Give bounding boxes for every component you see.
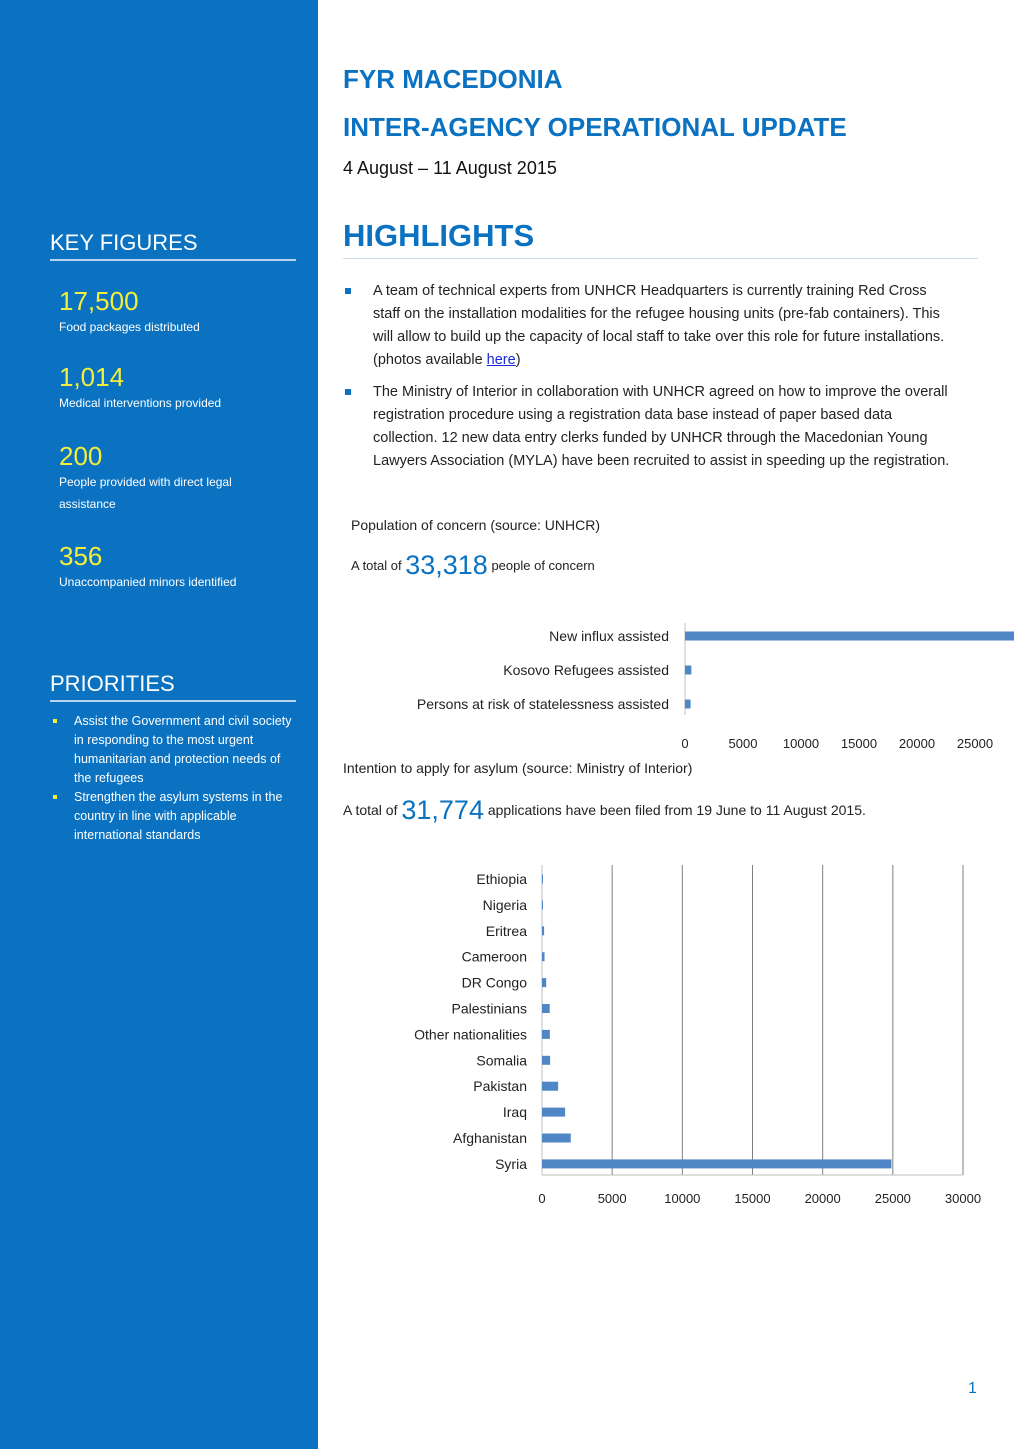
bar-persons-at-risk-of-statelessness-assisted xyxy=(685,700,691,709)
x-tick-label: 15000 xyxy=(734,1191,771,1206)
highlight-item xyxy=(343,381,955,473)
category-label-afghanistan: Afghanistan xyxy=(453,1130,527,1146)
category-label-ethiopia: Ethiopia xyxy=(476,871,527,887)
key-figure-minors xyxy=(59,541,289,593)
bar-syria xyxy=(542,1159,891,1168)
asylum-nationality-bar-chart xyxy=(318,860,1024,1220)
x-tick-label: 10000 xyxy=(664,1191,701,1206)
category-label-new-influx-assisted: New influx assisted xyxy=(549,628,669,644)
asylum-total-line xyxy=(343,795,866,826)
x-tick-label: 0 xyxy=(681,736,689,751)
population-total-prefix: A total of xyxy=(351,558,402,573)
key-figure-label: Medical interventions provided xyxy=(59,396,222,410)
highlight-text: A team of technical experts from UNHCR Headquarters is currently training Red Cross staff on the installation modalities for the refugee housing units (pre-fab containers). This will allow to build up the capacity of local staff to take over this role for future installations. (photos available xyxy=(373,283,945,368)
highlight-item xyxy=(343,280,955,372)
key-figure-label: Food packages distributed xyxy=(59,320,200,334)
x-tick-label: 0 xyxy=(538,1191,546,1206)
highlights-list xyxy=(343,280,955,482)
population-caption: Population of concern (source: UNHCR) xyxy=(351,517,600,533)
bar-dr-congo xyxy=(542,978,546,987)
asylum-total-suffix: applications have been filed from 19 June to 11 August 2015. xyxy=(487,802,866,818)
key-figure-value: 356 xyxy=(59,541,103,571)
priorities-heading: PRIORITIES xyxy=(50,671,296,702)
category-label-persons-at-risk-of-statelessness-assisted: Persons at risk of statelessness assisted xyxy=(416,696,669,712)
bar-nigeria xyxy=(542,900,543,909)
category-label-kosovo-refugees-assisted: Kosovo Refugees assisted xyxy=(503,662,669,678)
highlights-heading: HIGHLIGHTS xyxy=(343,218,978,259)
category-label-dr-congo: DR Congo xyxy=(461,974,527,991)
highlight-tail: ) xyxy=(515,352,521,368)
sidebar xyxy=(0,0,318,1449)
x-tick-label: 25000 xyxy=(956,736,994,751)
population-total-value: 33,318 xyxy=(405,550,488,580)
bar-somalia xyxy=(542,1056,550,1065)
key-figure-label: People provided with direct legal assistance xyxy=(59,475,232,511)
country-title: FYR MACEDONIA xyxy=(343,64,563,94)
bar-cameroon xyxy=(542,952,545,961)
key-figure-label: Unaccompanied minors identified xyxy=(59,575,237,589)
bar-palestinians xyxy=(542,1004,550,1013)
photos-link[interactable]: here xyxy=(486,352,516,368)
bar-pakistan xyxy=(542,1082,558,1091)
report-period: 4 August – 11 August 2015 xyxy=(343,158,557,178)
x-tick-label: 20000 xyxy=(898,736,936,751)
bar-new-influx-assisted xyxy=(685,632,1014,641)
population-bar-chart xyxy=(318,615,1024,755)
key-figure-legal xyxy=(59,441,289,515)
key-figure-value: 17,500 xyxy=(59,286,139,316)
population-total-line xyxy=(351,550,595,581)
category-label-pakistan: Pakistan xyxy=(473,1078,527,1095)
x-tick-label: 30000 xyxy=(944,1191,982,1206)
priority-item: Strengthen the asylum systems in the country in line with applicable international standards xyxy=(50,788,300,845)
key-figure-food xyxy=(59,286,289,338)
bar-iraq xyxy=(542,1108,565,1117)
x-tick-label: 25000 xyxy=(874,1191,911,1206)
bar-eritrea xyxy=(542,926,544,935)
category-label-eritrea: Eritrea xyxy=(485,922,527,939)
x-tick-label: 5000 xyxy=(597,1191,627,1206)
key-figure-medical xyxy=(59,362,289,414)
x-tick-label: 5000 xyxy=(728,736,758,751)
category-label-iraq: Iraq xyxy=(502,1104,527,1121)
asylum-caption: Intention to apply for asylum (source: Ministry of Interior) xyxy=(343,760,693,776)
x-tick-label: 10000 xyxy=(782,736,820,751)
priority-item: Assist the Government and civil society in responding to the most urgent humanitarian and protection needs of the refugees xyxy=(50,712,300,788)
category-label-syria: Syria xyxy=(495,1155,527,1172)
key-figures-heading: KEY FIGURES xyxy=(50,230,296,261)
category-label-palestinians: Palestinians xyxy=(451,1000,527,1017)
bar-kosovo-refugees-assisted xyxy=(685,666,691,675)
page-number: 1 xyxy=(968,1380,977,1397)
asylum-total-prefix: A total of xyxy=(343,802,398,818)
document-title: INTER-AGENCY OPERATIONAL UPDATE xyxy=(343,112,847,142)
x-tick-label: 15000 xyxy=(840,736,878,751)
key-figure-value: 200 xyxy=(59,441,103,471)
population-total-suffix: people of concern xyxy=(491,558,595,573)
highlight-text: The Ministry of Interior in collaboration with UNHCR agreed on how to improve the overall registration procedure using a registration data base instead of paper based data collection. 12 new data entry clerks funded by UNHCR through the Macedonian Young Lawyers Association (MYLA) have been recruited to assist in speeding up the registration. xyxy=(373,384,950,469)
asylum-total-value: 31,774 xyxy=(401,795,484,825)
key-figure-value: 1,014 xyxy=(59,362,125,392)
x-tick-label: 20000 xyxy=(804,1191,841,1206)
bar-ethiopia xyxy=(542,875,543,884)
main-content xyxy=(318,0,1024,1449)
category-label-other-nationalities: Other nationalities xyxy=(414,1026,527,1043)
category-label-somalia: Somalia xyxy=(476,1052,527,1069)
priorities-list xyxy=(50,712,300,845)
category-label-nigeria: Nigeria xyxy=(482,896,527,913)
category-label-cameroon: Cameroon xyxy=(461,948,527,965)
bar-other-nationalities xyxy=(542,1030,550,1039)
bar-afghanistan xyxy=(542,1134,571,1143)
